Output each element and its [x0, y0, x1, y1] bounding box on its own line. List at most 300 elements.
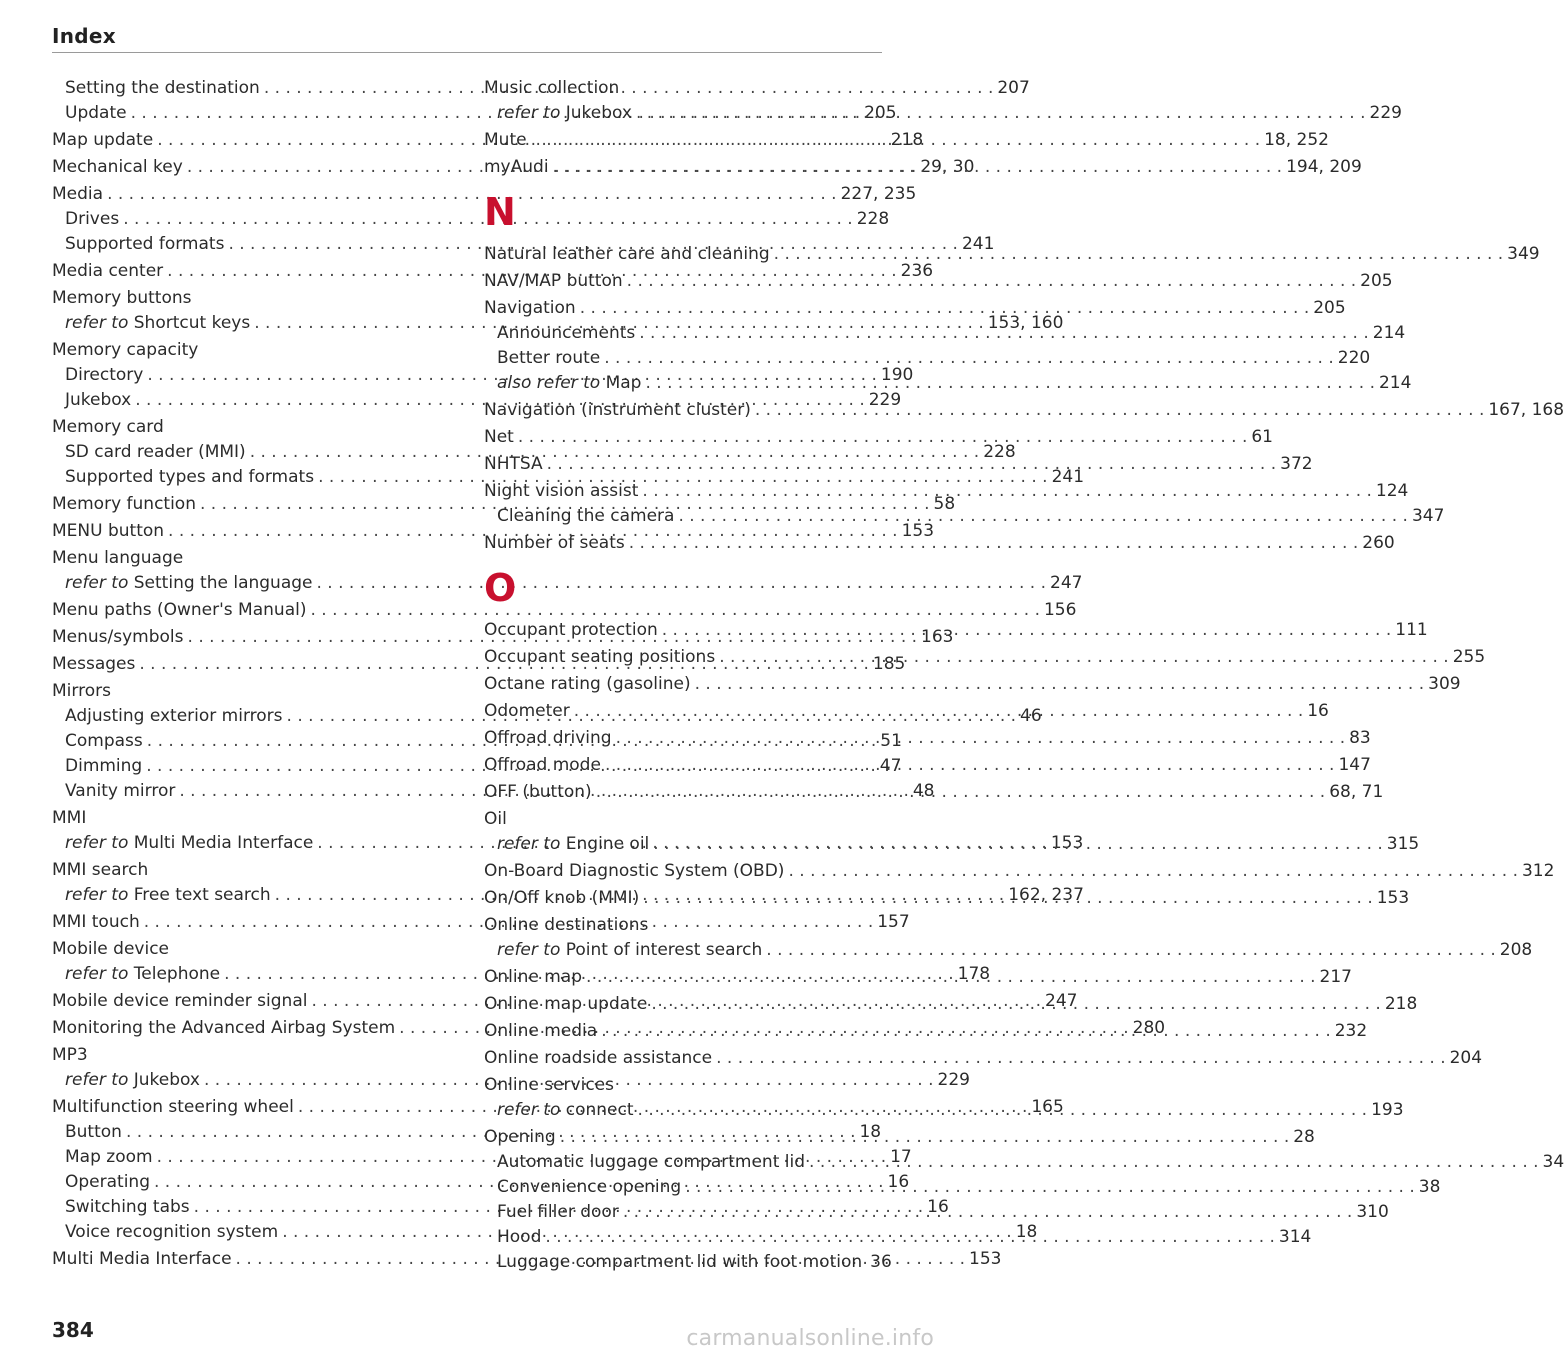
- entry-page-reference[interactable]: 247: [1045, 991, 1078, 1011]
- entry-term-text: Media: [52, 184, 104, 204]
- entry-term: [52, 182, 103, 207]
- entry-term: [484, 1019, 597, 1044]
- index-entry: [52, 858, 452, 883]
- cross-reference-label: refer to: [65, 964, 129, 984]
- entry-term: [497, 1175, 681, 1200]
- dot-leader: [651, 992, 1381, 1017]
- entry-term-text: Menu language: [52, 548, 184, 568]
- entry-page-reference[interactable]: 147: [1338, 755, 1371, 775]
- entry-term-text: Map zoom: [65, 1147, 153, 1167]
- entry-page-reference[interactable]: 214: [1372, 323, 1406, 343]
- entry-term: [52, 155, 183, 180]
- entry-page-reference[interactable]: 153: [969, 1249, 1002, 1269]
- index-entry: [52, 679, 452, 704]
- entry-page-reference[interactable]: 153, 160: [987, 313, 1064, 333]
- entry-term: [484, 128, 527, 153]
- entry-term: [65, 729, 143, 754]
- entry-term: [484, 531, 625, 556]
- entry-term-text: Multi Media Interface: [133, 833, 314, 853]
- entry-term-text: Voice recognition system: [65, 1222, 279, 1242]
- entry-term-text: connect: [565, 1100, 634, 1120]
- dot-leader: [574, 699, 1304, 724]
- entry-term-text: Online roadside assistance: [484, 1048, 713, 1068]
- entry-term: [52, 1095, 294, 1120]
- dot-leader: [629, 531, 1359, 556]
- dot-leader: [638, 1098, 1368, 1123]
- entry-term: [52, 625, 184, 650]
- index-subentry: [484, 346, 1371, 371]
- entry-term-text: Messages: [52, 654, 136, 674]
- entry-term: [65, 1145, 153, 1170]
- entry-term: [52, 989, 307, 1014]
- entry-page-reference[interactable]: 28: [1293, 1127, 1315, 1147]
- entry-term: [52, 858, 148, 883]
- entry-term: [497, 1225, 541, 1250]
- entry-term: [52, 1043, 88, 1068]
- index-entry: [52, 1043, 452, 1068]
- entry-term: [65, 1195, 190, 1220]
- entry-term: [65, 311, 250, 336]
- entry-term-text: Memory function: [52, 494, 196, 514]
- entry-term-text: Button: [65, 1122, 122, 1142]
- dot-leader: [586, 965, 1316, 990]
- entry-page-reference[interactable]: 17: [890, 1147, 912, 1167]
- entry-page-reference[interactable]: 214: [1378, 373, 1412, 393]
- dot-leader: [719, 645, 1449, 670]
- index-subentry: [52, 207, 890, 232]
- entry-page-reference[interactable]: 229: [868, 390, 902, 410]
- entry-page-reference[interactable]: 34: [1542, 1152, 1564, 1172]
- cross-reference-label: refer to: [65, 573, 129, 593]
- entry-page-reference[interactable]: 205: [1313, 298, 1346, 318]
- entry-term-text: NAV/MAP button: [484, 271, 623, 291]
- page-header-title: Index: [52, 24, 116, 48]
- entry-term-text: Online map: [484, 967, 583, 987]
- dot-leader: [531, 128, 1261, 153]
- dot-leader: [645, 371, 1375, 396]
- entry-term-text: Convenience opening: [497, 1177, 682, 1197]
- entry-page-reference[interactable]: 205: [864, 103, 897, 123]
- entry-term: [65, 1170, 150, 1195]
- header-divider: [52, 52, 882, 53]
- entry-page-reference[interactable]: 247: [1050, 573, 1083, 593]
- entry-term: [52, 492, 196, 517]
- entry-term: [484, 886, 639, 911]
- entry-term: [484, 452, 543, 477]
- page-number: 384: [52, 1318, 94, 1342]
- dot-leader: [596, 780, 1326, 805]
- dot-leader: [601, 1019, 1331, 1044]
- entry-page-reference[interactable]: 38: [1418, 1177, 1441, 1197]
- entry-term-text: Memory card: [52, 417, 164, 437]
- entry-term-text: Shortcut keys: [133, 313, 251, 333]
- entry-page-reference[interactable]: 193: [1371, 1100, 1404, 1120]
- dot-leader: [616, 726, 1346, 751]
- dot-leader: [553, 155, 1283, 180]
- cross-reference-label: refer to: [497, 940, 561, 960]
- entry-page-reference[interactable]: 18: [859, 1122, 882, 1142]
- index-entry: [484, 807, 883, 832]
- entry-page-reference[interactable]: 315: [1386, 834, 1420, 854]
- entry-term-text: MP3: [52, 1045, 88, 1065]
- entry-term-text: Occupant protection: [484, 620, 658, 640]
- entry-term-text: Mute: [484, 130, 527, 150]
- entry-term-text: Update: [65, 103, 127, 123]
- entry-term-text: Announcements: [497, 323, 636, 343]
- dot-leader: [560, 1125, 1290, 1150]
- entry-page-reference[interactable]: 314: [1278, 1227, 1312, 1247]
- entry-page-reference[interactable]: 18: [1015, 1222, 1038, 1242]
- entry-page-reference[interactable]: 68, 71: [1329, 782, 1384, 802]
- entry-term: [497, 1250, 862, 1275]
- dot-leader: [653, 832, 1383, 857]
- entry-term-text: Setting the destination: [65, 78, 260, 98]
- dot-leader: [755, 398, 1485, 423]
- entry-term: [65, 1220, 278, 1245]
- entry-page-reference[interactable]: 260: [1362, 533, 1395, 553]
- index-entry: [52, 338, 452, 363]
- entry-term-text: Drives: [65, 209, 120, 229]
- index-entry: [484, 425, 1273, 450]
- entry-term: [65, 1068, 200, 1093]
- entry-page-reference[interactable]: 312: [1521, 861, 1555, 881]
- entry-page-reference[interactable]: 51: [880, 731, 902, 751]
- entry-term-text: Natural leather care and cleaning: [484, 244, 770, 264]
- entry-page-reference[interactable]: 190: [880, 365, 914, 385]
- entry-term: [484, 618, 658, 643]
- entry-term-text: Map update: [52, 130, 154, 150]
- entry-term-text: Engine oil: [565, 834, 650, 854]
- entry-term-text: Supported types and formats: [65, 467, 315, 487]
- entry-term: [484, 269, 623, 294]
- entry-term-text: On-Board Diagnostic System (OBD): [484, 861, 785, 881]
- entry-term: [52, 1247, 232, 1272]
- index-entry: [484, 672, 1461, 697]
- entry-term-text: Online map update: [484, 994, 648, 1014]
- entry-term-text: Map: [605, 373, 642, 393]
- entry-page-reference[interactable]: 205: [1360, 271, 1393, 291]
- entry-term: [52, 128, 153, 153]
- entry-term-text: On/Off knob (MMI): [484, 888, 640, 908]
- entry-term-text: Opening: [484, 1127, 556, 1147]
- dot-leader: [545, 1225, 1275, 1250]
- entry-term-text: Octane rating (gasoline): [484, 674, 691, 694]
- entry-page-reference[interactable]: 162, 237: [1008, 885, 1084, 905]
- entry-page-reference[interactable]: 153: [1376, 888, 1410, 908]
- entry-page-reference[interactable]: 185: [872, 654, 906, 674]
- entry-page-reference[interactable]: 111: [1395, 620, 1428, 640]
- entry-term-text: Mirrors: [52, 681, 111, 701]
- dot-leader: [643, 886, 1373, 911]
- entry-term: [484, 965, 582, 990]
- entry-term: [65, 363, 143, 388]
- index-entry: [52, 937, 452, 962]
- entry-term: [65, 1120, 122, 1145]
- entry-page-reference[interactable]: 309: [1428, 674, 1461, 694]
- entry-term: [65, 779, 175, 804]
- dot-leader: [766, 938, 1496, 963]
- entry-page-reference[interactable]: 218: [1384, 994, 1418, 1014]
- index-entry: [52, 182, 917, 207]
- entry-page-reference[interactable]: 46: [1020, 706, 1042, 726]
- entry-term-text: Multi Media Interface: [52, 1249, 232, 1269]
- entry-term-text: Point of interest search: [565, 940, 763, 960]
- cross-reference-label: refer to: [65, 885, 129, 905]
- entry-term-text: Mechanical key: [52, 157, 183, 177]
- index-entry: [52, 546, 452, 571]
- entry-term-text: Navigation: [484, 298, 576, 318]
- entry-term-text: Jukebox: [565, 103, 632, 123]
- entry-term-text: SD card reader (MMI): [65, 442, 246, 462]
- entry-page-reference[interactable]: 208: [1499, 940, 1533, 960]
- entry-page-reference[interactable]: 236: [900, 261, 934, 281]
- entry-term: [497, 1098, 634, 1123]
- entry-term-text: Jukebox: [65, 390, 132, 410]
- cross-reference-label: refer to: [65, 1070, 129, 1090]
- entry-page-reference[interactable]: 61: [1251, 427, 1273, 447]
- entry-term-text: Hood: [497, 1227, 542, 1247]
- entry-page-reference[interactable]: 58: [933, 494, 956, 514]
- dot-leader: [604, 346, 1334, 371]
- entry-term-text: MMI search: [52, 860, 149, 880]
- entry-page-reference[interactable]: 310: [1356, 1202, 1389, 1222]
- entry-term: [65, 962, 220, 987]
- entry-term: [65, 754, 142, 779]
- entry-term: [497, 101, 632, 126]
- entry-term-text: Music collection: [484, 78, 620, 98]
- entry-term: [65, 465, 314, 490]
- dot-leader: [774, 242, 1504, 267]
- entry-page-reference[interactable]: 241: [1051, 467, 1085, 487]
- entry-term-text: Luggage compartment lid with foot motion: [497, 1252, 863, 1272]
- entry-term: [484, 672, 691, 697]
- entry-page-reference[interactable]: 280: [1132, 1018, 1166, 1038]
- entry-term: [52, 652, 135, 677]
- entry-page-reference[interactable]: 153: [1050, 833, 1084, 853]
- entry-term-text: NHTSA: [484, 454, 543, 474]
- entry-term-text: OFF (button): [484, 782, 592, 802]
- entry-term: [484, 76, 619, 101]
- entry-term: [52, 415, 164, 440]
- entry-term: [65, 232, 224, 257]
- entry-term: [484, 296, 576, 321]
- entry-page-reference[interactable]: 16: [927, 1197, 949, 1217]
- entry-term: [484, 699, 570, 724]
- index-subentry: [484, 101, 1402, 126]
- entry-page-reference[interactable]: 241: [961, 234, 995, 254]
- entry-page-reference[interactable]: 347: [1411, 506, 1445, 526]
- index-entry: [52, 806, 452, 831]
- entry-page-reference[interactable]: 16: [887, 1172, 910, 1192]
- entry-term: [484, 780, 592, 805]
- entry-page-reference[interactable]: 232: [1334, 1021, 1368, 1041]
- entry-term-text: Online media: [484, 1021, 598, 1041]
- entry-page-reference[interactable]: 372: [1280, 454, 1313, 474]
- entry-page-reference[interactable]: 255: [1452, 647, 1486, 667]
- entry-term: [52, 1016, 395, 1041]
- entry-term: [484, 992, 647, 1017]
- dot-leader: [547, 452, 1277, 477]
- entry-page-reference[interactable]: 229: [937, 1070, 970, 1090]
- entry-page-reference[interactable]: 16: [1307, 701, 1329, 721]
- entry-term-text: Adjusting exterior mirrors: [65, 706, 283, 726]
- entry-term-text: Oil: [484, 809, 507, 829]
- dot-leader: [809, 1150, 1539, 1175]
- entry-term: [484, 1073, 614, 1098]
- cross-reference-label: refer to: [65, 833, 129, 853]
- entry-term-text: Telephone: [133, 964, 221, 984]
- entry-page-reference[interactable]: 220: [1337, 348, 1371, 368]
- entry-term-text: Multifunction steering wheel: [52, 1097, 294, 1117]
- entry-term-text: Online services: [484, 1075, 614, 1095]
- entry-page-reference[interactable]: 124: [1375, 481, 1409, 501]
- entry-term: [484, 1046, 712, 1071]
- entry-page-reference[interactable]: 48: [912, 781, 935, 801]
- entry-page-reference[interactable]: 36: [870, 1252, 892, 1272]
- entry-page-reference[interactable]: 349: [1507, 244, 1540, 264]
- entry-term: [484, 425, 514, 450]
- entry-term: [65, 704, 283, 729]
- entry-term-text: Setting the language: [133, 573, 313, 593]
- entry-term: [497, 1150, 805, 1175]
- entry-term: [52, 259, 163, 284]
- entry-term: [65, 101, 127, 126]
- entry-page-reference[interactable]: 83: [1349, 728, 1371, 748]
- entry-term: [497, 938, 762, 963]
- entry-term: [52, 598, 306, 623]
- entry-term: [52, 546, 183, 571]
- entry-term: [484, 242, 770, 267]
- entry-term-text: Monitoring the Advanced Airbag System: [52, 1018, 396, 1038]
- entry-term-text: Switching tabs: [65, 1197, 190, 1217]
- index-entry: [484, 913, 883, 938]
- entry-term-text: Operating: [65, 1172, 150, 1192]
- entry-term-text: Jukebox: [133, 1070, 200, 1090]
- entry-term: [484, 807, 507, 832]
- dot-leader: [716, 1046, 1446, 1071]
- entry-term-text: Vanity mirror: [65, 781, 176, 801]
- entry-page-reference[interactable]: 157: [877, 912, 910, 932]
- entry-term: [484, 753, 601, 778]
- entry-page-reference[interactable]: 217: [1319, 967, 1352, 987]
- entry-term: [497, 832, 649, 857]
- entry-term-text: Automatic luggage compartment lid: [497, 1152, 806, 1172]
- index-subentry: [484, 1250, 892, 1275]
- dot-leader: [678, 504, 1408, 529]
- entry-term-text: Occupant seating positions: [484, 647, 716, 667]
- entry-term-text: Offroad driving: [484, 728, 612, 748]
- entry-term: [497, 346, 600, 371]
- entry-term: [484, 1125, 556, 1150]
- dot-leader: [639, 321, 1369, 346]
- index-subentry: [52, 465, 1085, 490]
- entry-term-text: Supported formats: [65, 234, 225, 254]
- entry-term: [497, 321, 635, 346]
- entry-term: [484, 479, 638, 504]
- entry-term-text: Mobile device reminder signal: [52, 991, 308, 1011]
- entry-page-reference[interactable]: 156: [1043, 600, 1077, 620]
- entry-term: [484, 155, 549, 180]
- entry-term-text: Compass: [65, 731, 143, 751]
- entry-term: [497, 371, 641, 396]
- entry-page-reference[interactable]: 165: [1031, 1097, 1064, 1117]
- entry-term-text: MENU button: [52, 521, 165, 541]
- entry-page-reference[interactable]: 167, 168: [1488, 400, 1564, 420]
- dot-leader: [627, 269, 1357, 294]
- entry-term: [52, 338, 198, 363]
- entry-term-text: Memory capacity: [52, 340, 199, 360]
- entry-page-reference[interactable]: 18, 252: [1264, 130, 1329, 150]
- cross-reference-label: refer to: [497, 834, 561, 854]
- entry-page-reference[interactable]: 229: [1369, 103, 1402, 123]
- entry-page-reference[interactable]: 228: [983, 442, 1016, 462]
- entry-term-text: MMI: [52, 808, 87, 828]
- entry-term-text: Online destinations: [484, 915, 649, 935]
- entry-page-reference[interactable]: 178: [957, 964, 991, 984]
- entry-term: [65, 207, 119, 232]
- entry-page-reference[interactable]: 228: [856, 209, 890, 229]
- index-entry: [484, 1046, 1483, 1071]
- entry-term-text: Navigation (instrument cluster): [484, 400, 751, 420]
- dot-leader: [685, 1175, 1415, 1200]
- entry-term: [484, 726, 612, 751]
- dot-leader: [518, 425, 1248, 450]
- entry-term-text: Menus/symbols: [52, 627, 184, 647]
- entry-term: [52, 910, 140, 935]
- index-entry: [52, 286, 452, 311]
- entry-page-reference[interactable]: 204: [1449, 1048, 1483, 1068]
- index-subentry: [484, 938, 1533, 963]
- entry-term-text: Net: [484, 427, 514, 447]
- entry-term: [52, 519, 164, 544]
- entry-term: [484, 645, 715, 670]
- index-entry: [484, 1073, 883, 1098]
- index-entry: [484, 296, 1346, 321]
- entry-page-reference[interactable]: 194, 209: [1286, 157, 1362, 177]
- entry-term-text: Directory: [65, 365, 144, 385]
- entry-term: [484, 398, 751, 423]
- entry-page-reference[interactable]: 29, 30: [920, 157, 975, 177]
- index-entry: [484, 859, 1555, 884]
- entry-term-text: Fuel filler door: [497, 1202, 619, 1222]
- dot-leader: [642, 479, 1372, 504]
- watermark: carmanualsonline.info: [686, 1326, 934, 1351]
- entry-page-reference[interactable]: 218: [890, 130, 924, 150]
- index-entry: [52, 598, 1077, 623]
- entry-page-reference[interactable]: 163: [921, 627, 954, 647]
- dot-leader: [623, 1200, 1353, 1225]
- entry-term-text: Better route: [497, 348, 601, 368]
- dot-leader: [662, 618, 1392, 643]
- entry-page-reference[interactable]: 227, 235: [840, 184, 917, 204]
- index-entry: [484, 1125, 1315, 1150]
- entry-page-reference[interactable]: 47: [879, 756, 902, 776]
- entry-term-text: Memory buttons: [52, 288, 192, 308]
- index-entry: [484, 76, 883, 101]
- entry-page-reference[interactable]: 207: [997, 78, 1030, 98]
- entry-term: [65, 440, 246, 465]
- entry-term: [65, 388, 131, 413]
- entry-term: [65, 76, 260, 101]
- entry-term-text: Mobile device: [52, 939, 170, 959]
- entry-term-text: Media center: [52, 261, 164, 281]
- entry-page-reference[interactable]: 153: [901, 521, 935, 541]
- entry-term: [484, 913, 648, 938]
- cross-reference-label: refer to: [497, 103, 561, 123]
- entry-term: [52, 286, 191, 311]
- entry-term-text: Night vision assist: [484, 481, 639, 501]
- cross-reference-label: refer to: [497, 1100, 561, 1120]
